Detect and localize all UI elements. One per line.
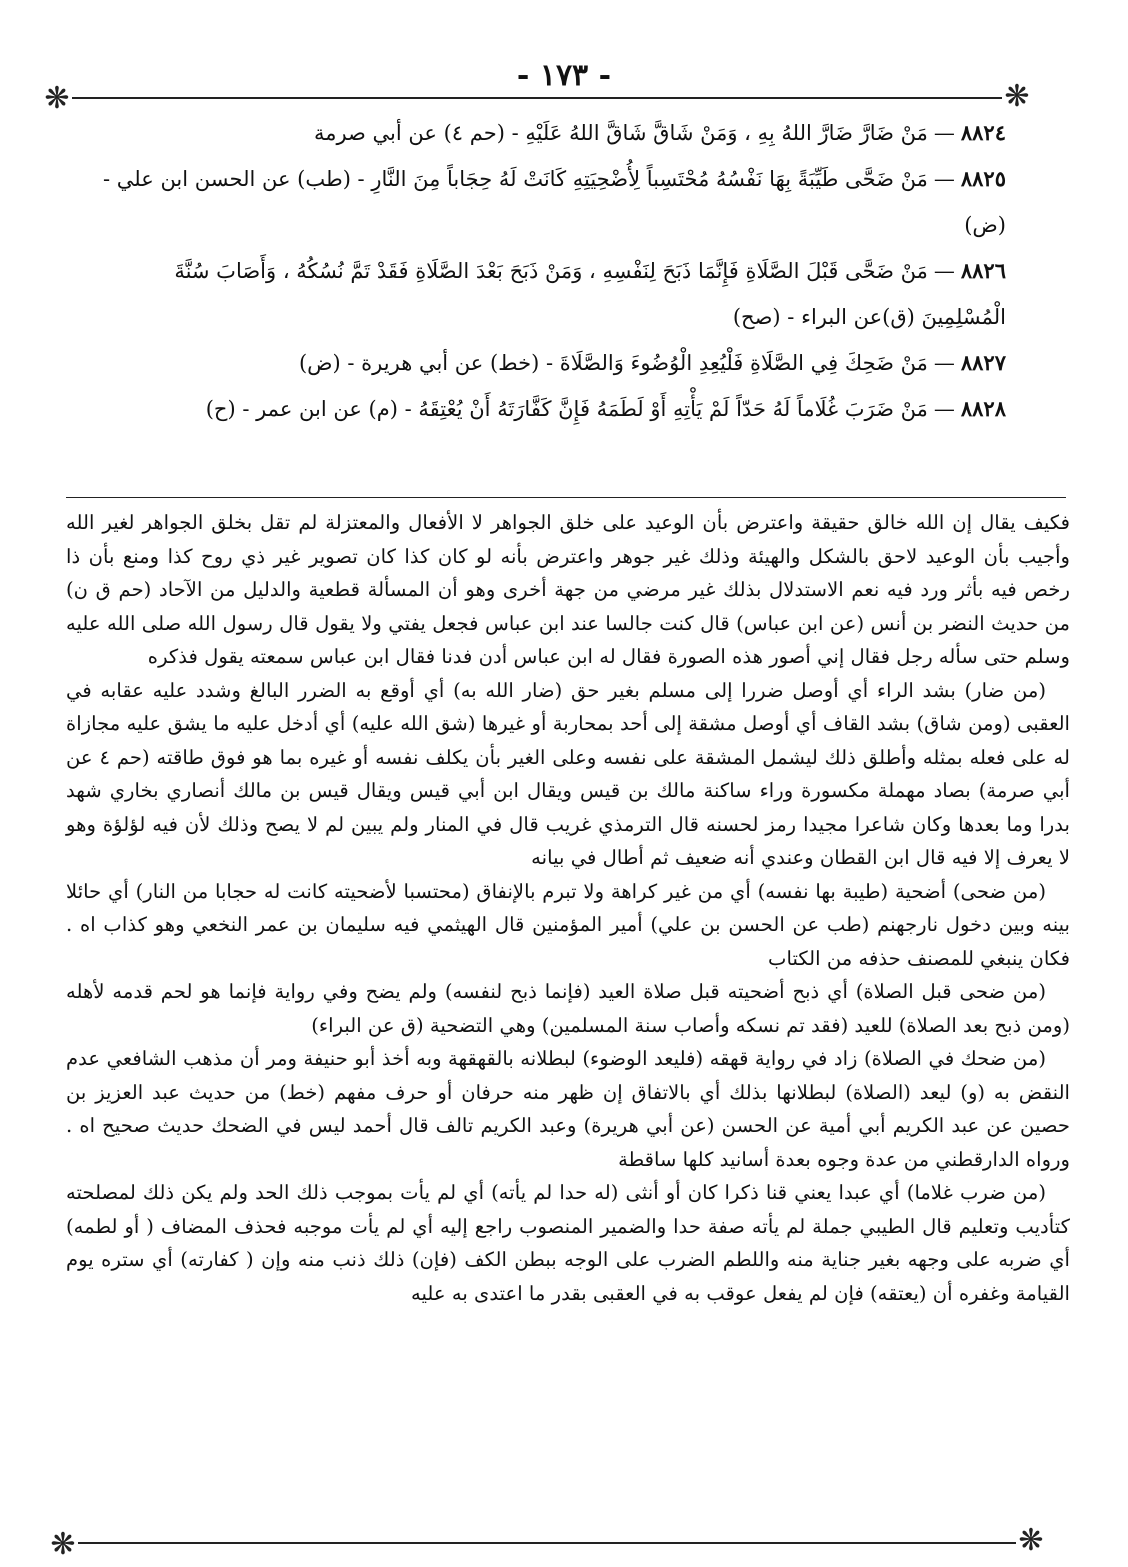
page-number: - ١٧٣ - xyxy=(516,58,612,93)
hadith-entry: ٨٨٢٦—مَنْ ضَحَّى قَبْلَ الصَّلَاةِ فَإِنَّمَا ذَبَحَ لِنَفْسِهِ ، وَمَنْ ذَبَحَ بَعْدَ الصَّلَاةِ فَقَدْ تَمَّ نُسُكُهُ ، وَأَصَابَ سُنَّةَ الْمُسْلِمِينَ (ق)عن البراء - (صح) xyxy=(174,258,1006,329)
hadith-number: ٨٨٢٤ xyxy=(960,120,1006,145)
top-rule xyxy=(72,97,1002,99)
commentary-paragraph: (من ضحى) أضحية (طيبة بها نفسه) أي من غير كراهة ولا تبرم بالإنفاق (محتسبا لأضحيته كانت له حجابا من النار) أي حائلا بينه وبين دخول نارجهنم (طب عن الحسن بن علي) أمير المؤمنين قال الهيثمي فيه سليمان بن عمر النخعي وهو كذاب اه . فكان ينبغي للمصنف حذفه من الكتاب xyxy=(66,879,1070,970)
hadith-number: ٨٨٢٦ xyxy=(960,258,1006,283)
hadith-number: ٨٨٢٧ xyxy=(960,350,1006,375)
hadith-number: ٨٨٢٥ xyxy=(960,166,1006,191)
commentary-paragraph: (من ضرب غلاما) أي عبدا يعني قنا ذكرا كان أو أنثى (له حدا لم يأته) أي لم يأت بموجب ذلك الحد ولم يكن ذلك لمصلحته كتأديب وتعليم قال الطيبي جملة لم يأته صفة حدا والضمير المنصوب راجع إليه أي لم يأت موجبه فحذف المضاف ( أو لطمه) أي ضربه على وجهه بغير جناية منه واللطم الضرب على الوجه ببطن الكف (فإن) ذلك ذنب منه وإن ( كفارته) أي ستره يوم القيامة وغفره أن (يعتقه) فإن لم يفعل عوقب به في العقبى بقدر ما اعتدى به عليه xyxy=(66,1181,1070,1305)
corner-ornament-icon: ❋ xyxy=(50,1527,76,1562)
hadith-text: مَنْ ضَرَبَ غُلَاماً لَهُ حَدّاً لَمْ يَأْتِهِ أَوْ لَطَمَهُ فَإِنَّ كَفَّارَتَهُ أَنْ يُعْتِقَهُ - (م) عن ابن عمر - (ح) xyxy=(205,397,928,421)
hadith-entry: ٨٨٢٧—مَنْ ضَحِكَ فِي الصَّلَاةِ فَلْيُعِدِ الْوُضُوءَ وَالصَّلَاةَ - (خط) عن أبي هريرة - (ض) xyxy=(298,350,1006,375)
commentary-paragraph: (من ضحك في الصلاة) زاد في رواية قهقه (فليعد الوضوء) لبطلانه بالقهقهة وبه أخذ أبو حنيفة ومر أن مذهب الشافعي عدم النقض به (و) ليعد (الصلاة) لبطلانها بذلك أي بالاتفاق إن ظهر منه حرفان أو حرف مفهم (خط) من حديث عبد العزيز بن حصين عن عبد الكريم أبي أمية عن الحسن (عن أبي هريرة) وعبد الكريم تالف قال أحمد ليس في الضحك حديث صحيح اه . ورواه الدارقطني من عدة وجوه بعدة أسانيد كلها ساقطة xyxy=(66,1047,1070,1171)
hadith-text: مَنْ ضَارَّ ضَارَّ اللهُ بِهِ ، وَمَنْ شَاقَّ شَاقَّ اللهُ عَلَيْهِ - (حم ٤) عن أبي صرمة xyxy=(313,121,928,145)
bottom-rule xyxy=(78,1542,1016,1544)
section-divider xyxy=(66,497,1066,498)
commentary-paragraph: (من ضحى قبل الصلاة) أي ذبح أضحيته قبل صلاة العيد (فإنما ذبح لنفسه) ولم يضح وفي رواية فإنما هو لحم قدمه لأهله (ومن ذبح بعد الصلاة) للعيد (فقد تم نسكه وأصاب سنة المسلمين) وهي التضحية (ق عن البراء) xyxy=(66,980,1070,1037)
hadith-entry: ٨٨٢٤—مَنْ ضَارَّ ضَارَّ اللهُ بِهِ ، وَمَنْ شَاقَّ شَاقَّ اللهُ عَلَيْهِ - (حم ٤) عن أبي صرمة xyxy=(313,120,1006,145)
hadith-entry: ٨٨٢٨—مَنْ ضَرَبَ غُلَاماً لَهُ حَدّاً لَمْ يَأْتِهِ أَوْ لَطَمَهُ فَإِنَّ كَفَّارَتَهُ أَنْ يُعْتِقَهُ - (م) عن ابن عمر - (ح) xyxy=(205,396,1006,421)
hadith-number: ٨٨٢٨ xyxy=(960,396,1006,421)
hadith-text: مَنْ ضَحِكَ فِي الصَّلَاةِ فَلْيُعِدِ الْوُضُوءَ وَالصَّلَاةَ - (خط) عن أبي هريرة - (ض) xyxy=(298,351,928,375)
commentary-paragraph: (من ضار) بشد الراء أي أوصل ضررا إلى مسلم بغير حق (ضار الله به) أي أوقع به الضرر البالغ وشدد عليه عقابه في العقبى (ومن شاق) بشد القاف أي أوصل مشقة إلى أحد بمحاربة أو غيرها (شق الله عليه) أي أدخل عليه ما يشق عليه مجازاة له على فعله بمثله وأطلق ذلك ليشمل المشقة على نفسه وعلى الغير بأن يكلف نفسه أو غيره بما هو فوق طاقته (حم ٤ عن أبي صرمة) بصاد مهملة مكسورة وراء ساكنة مالك بن قيس ويقال ابن أبي قيس ويقال قيس بن مالك أنصاري بخاري شهد بدرا وما بعدها وكان شاعرا مجيدا رمز لحسنه قال الترمذي غريب قال في المنار ولم يبين لم لا يصح وذلك لأن فيه لؤلؤة وهو لا يعرف إلا فيه قال ابن القطان وعندي أنه ضعيف ثم أطال في بيانه xyxy=(66,678,1071,869)
commentary-paragraph: فكيف يقال إن الله خالق حقيقة واعترض بأن الوعيد على خلق الجواهر لا الأفعال والمعتزلة لم تقل بخلق الجواهر لغير الله وأجيب بأن الوعيد لاحق بالشكل والهيئة وذلك غير جوهر واعترض بأنه لو كان كذا كان تصوير غير ذي روح كذا ومنع بأن ذا رخص فيه بأثر ورد فيه نعم الاستدلال بذلك غير مرضي من جهة أخرى وهو أن المسألة قطعية والدليل من الآحاد (حم ق ن) من حديث النضر بن أنس (عن ابن عباس) قال كنت جالسا عند ابن عباس فجعل يفتي ولا يقول قال رسول الله صلى الله عليه وسلم حتى سأله رجل فقال إني أصور هذه الصورة فقال له ابن عباس أدن فدنا فقال ابن عباس سمعته يقول فذكره xyxy=(66,511,1070,668)
hadith-entry: ٨٨٢٥—مَنْ ضَحَّى طَيِّبَةً بِهَا نَفْسُهُ مُحْتَسِباً لِأُضْحِيَتِهِ كَانَتْ لَهُ حِجَاباً مِنَ النَّارِ - (طب) عن الحسن ابن علي - (ض) xyxy=(103,166,1006,237)
hadith-text: مَنْ ضَحَّى قَبْلَ الصَّلَاةِ فَإِنَّمَا ذَبَحَ لِنَفْسِهِ ، وَمَنْ ذَبَحَ بَعْدَ الصَّلَاةِ فَقَدْ تَمَّ نُسُكُهُ ، وَأَصَابَ سُنَّةَ الْمُسْلِمِينَ (ق)عن البراء - (صح) xyxy=(174,259,1006,329)
hadith-list xyxy=(84,110,1006,432)
corner-ornament-icon: ❋ xyxy=(1004,79,1030,114)
commentary-section xyxy=(66,506,1070,1310)
corner-ornament-icon: ❋ xyxy=(1018,1523,1044,1558)
hadith-text: مَنْ ضَحَّى طَيِّبَةً بِهَا نَفْسُهُ مُحْتَسِباً لِأُضْحِيَتِهِ كَانَتْ لَهُ حِجَاباً مِنَ النَّارِ - (طب) عن الحسن ابن علي - (ض) xyxy=(103,167,1006,237)
corner-ornament-icon: ❋ xyxy=(44,81,70,116)
